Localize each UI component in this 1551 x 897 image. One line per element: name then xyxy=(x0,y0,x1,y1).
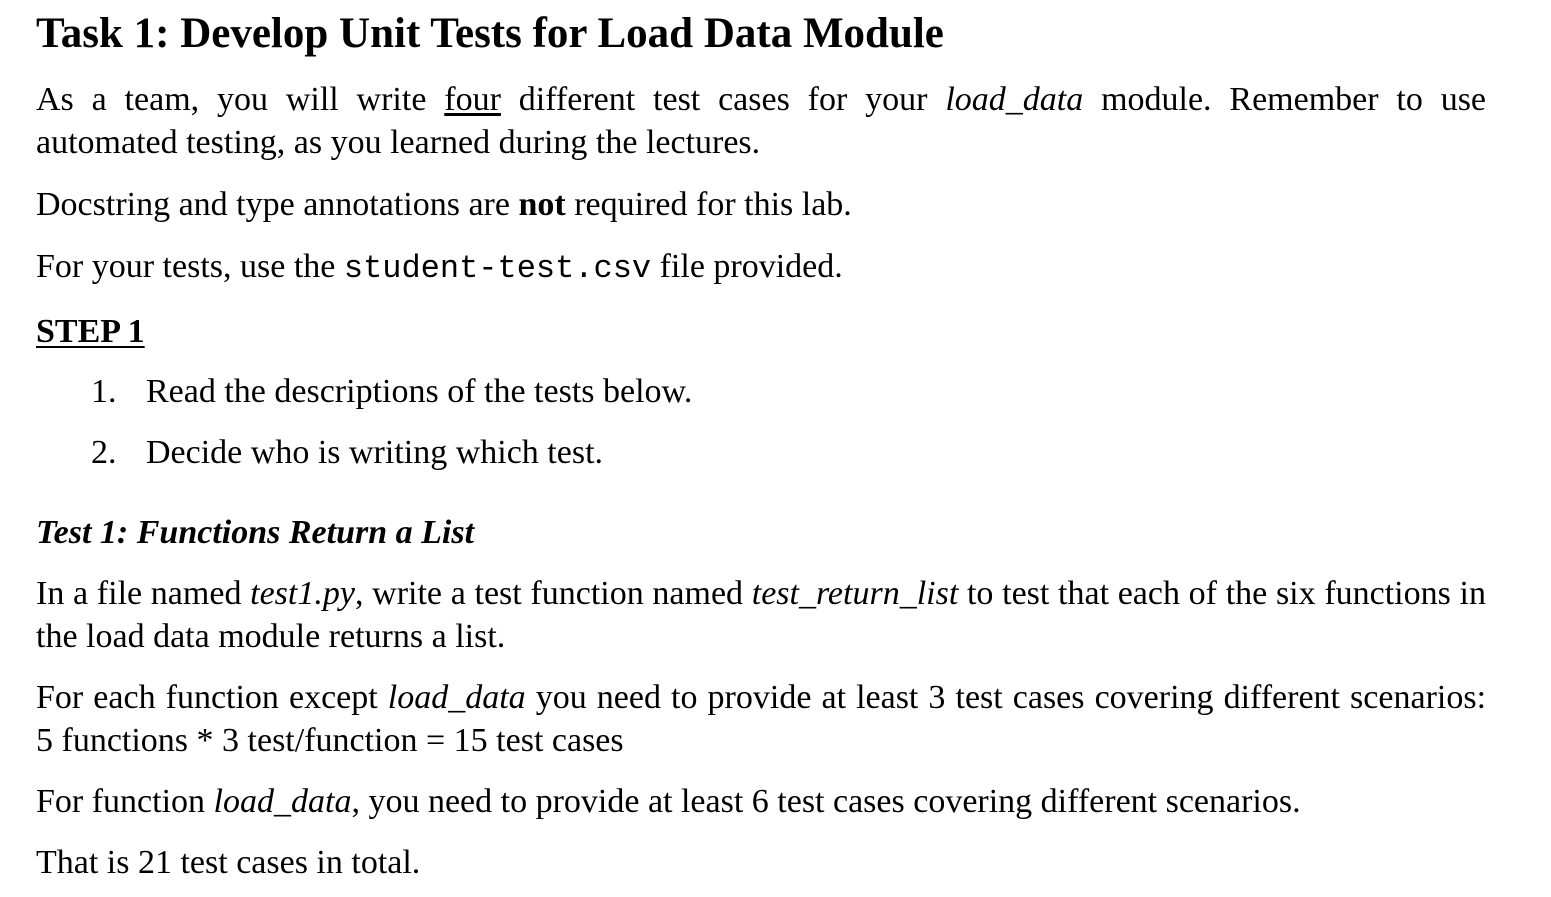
intro-paragraph xyxy=(36,78,1486,164)
test1-paragraph xyxy=(36,572,1486,658)
list-text: Read the descriptions of the tests below. xyxy=(146,373,693,410)
intro-text: different test cases for your xyxy=(500,81,946,118)
docstring-note xyxy=(36,183,1486,226)
note-text: Docstring and type annotations are xyxy=(36,186,519,223)
intro-text: module. Remember to use automated testing, as you learned during the lectures. xyxy=(36,81,1487,161)
load-data-paragraph xyxy=(36,780,1486,823)
module-name: load_data xyxy=(945,81,1084,118)
emphasis-not: not xyxy=(518,186,566,223)
file-note xyxy=(36,245,1486,290)
underlined-word: four xyxy=(444,81,501,118)
load-data-text: For function xyxy=(36,783,214,820)
test1-text: to test that each of the six functions in the load data module returns a list. xyxy=(36,575,1486,655)
intro-text: As a team, you will write xyxy=(36,81,445,118)
count-text: you need to provide at least 3 test cases covering different scenarios: 5 functions * 3 test/function = 15 test cases xyxy=(36,679,1487,759)
test1-heading: Test 1: Functions Return a List xyxy=(36,514,475,551)
count-text: For each function except xyxy=(36,679,388,716)
test1-text: In a file named xyxy=(36,575,251,612)
csv-filename: student-test.csv xyxy=(343,250,652,287)
test-count-paragraph xyxy=(36,676,1486,762)
file-name: test1.py xyxy=(250,575,355,612)
module-name: load_data xyxy=(387,679,526,716)
total-paragraph: That is 21 test cases in total. xyxy=(36,844,421,881)
file-note-text: For your tests, use the xyxy=(36,248,344,285)
module-name: load_data xyxy=(213,783,352,820)
list-number: 2. xyxy=(91,434,117,471)
page-title: Task 1: Develop Unit Tests for Load Data Module xyxy=(36,10,944,57)
function-name: test_return_list xyxy=(751,575,959,612)
list-text: Decide who is writing which test. xyxy=(146,434,604,471)
step-heading: STEP 1 xyxy=(36,313,145,350)
file-note-text: file provided. xyxy=(651,248,843,285)
list-number: 1. xyxy=(91,373,117,410)
load-data-text: , you need to provide at least 6 test cases covering different scenarios. xyxy=(351,783,1301,820)
note-text: required for this lab. xyxy=(565,186,852,223)
test1-text: , write a test function named xyxy=(354,575,752,612)
